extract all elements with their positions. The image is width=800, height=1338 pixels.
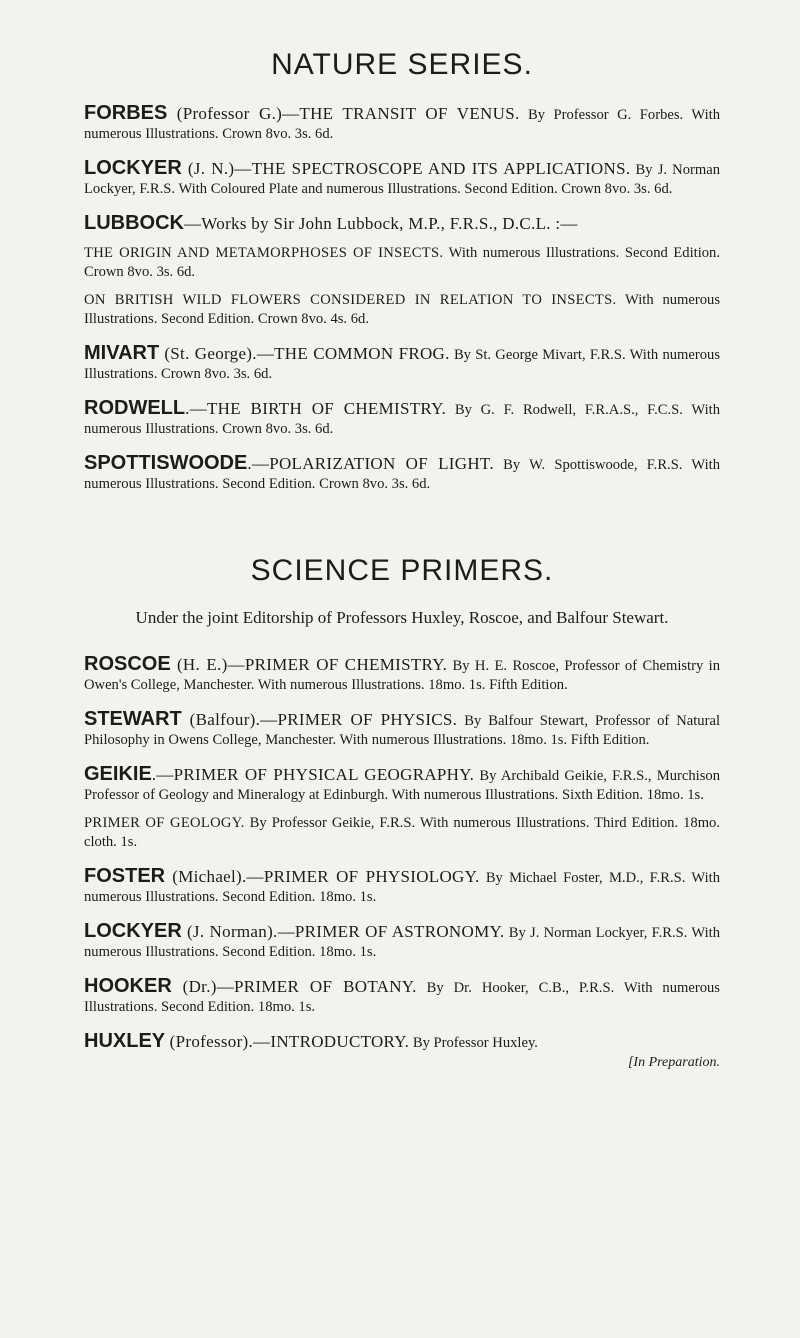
author-name: LOCKYER: [84, 157, 182, 179]
entry-spottiswoode: [84, 454, 720, 494]
book-details: With numerous Illustrations. Second Edition. Crown 8vo. 3s. 6d.: [84, 245, 720, 280]
author-name: GEIKIE: [84, 763, 152, 785]
author-name: FOSTER: [84, 865, 166, 887]
book-title: (St. George).—THE COMMON FROG.: [159, 344, 450, 363]
book-details: By Professor G. Forbes. With numerous Illustrations. Crown 8vo. 3s. 6d.: [84, 107, 721, 142]
book-title: (Professor).—INTRODUCTORY.: [165, 1032, 410, 1051]
editorship-note: Under the joint Editorship of Professors Huxley, Roscoe, and Balfour Stewart.: [135, 608, 669, 627]
book-details: By W. Spottiswoode, F.R.S. With numerous Illustrations. Second Edition. Crown 8vo. 3s. 6d.: [84, 457, 721, 492]
book-title: .—THE BIRTH OF CHEMISTRY.: [185, 399, 447, 418]
book-details: By H. E. Roscoe, Professor of Chemistry in Owen's College, Manchester. With numerous Illustrations. 18mo. 1s. Fifth Edition.: [84, 658, 720, 693]
book-title: .—POLARIZATION OF LIGHT.: [247, 454, 494, 473]
book-details: By Professor Huxley.: [409, 1035, 538, 1051]
entry-lockyer-astronomy: [84, 922, 720, 962]
science-primers-heading: SCIENCE PRIMERS.: [250, 554, 554, 587]
entry-forbes: [84, 104, 720, 144]
book-title: (J. Norman).—PRIMER OF ASTRONOMY.: [181, 922, 505, 941]
author-name: HOOKER: [84, 975, 172, 997]
book-details: By Archibald Geikie, F.R.S., Murchison Professor of Geology and Mineralogy at Edinburgh. With numerous Illustrations. Sixth Edition. 18mo. 1s.: [84, 768, 721, 803]
entry-lubbock-insects: [84, 244, 720, 282]
book-details: By J. Norman Lockyer, F.R.S. With numerous Illustrations. Second Edition. 18mo. 1s.: [84, 925, 720, 960]
entry-rodwell: [84, 399, 720, 439]
entry-geikie-geology: [84, 814, 720, 852]
entry-lubbock: [84, 214, 720, 235]
book-details: By St. George Mivart, F.R.S. With numerous Illustrations. Crown 8vo. 3s. 6d.: [84, 347, 720, 382]
author-name: STEWART: [84, 708, 182, 730]
entry-foster: [84, 867, 720, 907]
author-name: LOCKYER: [84, 920, 182, 942]
book-title: (H. E.)—PRIMER OF CHEMISTRY.: [170, 655, 448, 674]
author-name: FORBES: [84, 102, 168, 124]
author-name: MIVART: [84, 342, 160, 364]
author-name: LUBBOCK: [84, 212, 184, 234]
book-title: (Balfour).—PRIMER OF PHYSICS.: [181, 710, 458, 729]
book-title: THE ORIGIN AND METAMORPHOSES OF INSECTS.: [84, 245, 444, 261]
book-details: By Dr. Hooker, C.B., P.R.S. With numerous Illustrations. Second Edition. 18mo. 1s.: [84, 980, 720, 1015]
book-title: (J. N.)—THE SPECTROSCOPE AND ITS APPLICATIONS.: [181, 159, 631, 178]
nature-series-heading: NATURE SERIES.: [271, 48, 533, 81]
book-title: (Michael).—PRIMER OF PHYSIOLOGY.: [165, 867, 480, 886]
entry-huxley: [84, 1032, 720, 1072]
entry-geikie-geography: [84, 765, 720, 805]
book-details: By J. Norman Lockyer, F.R.S. With Coloured Plate and numerous Illustrations. Second Edition. Crown 8vo. 3s. 6d.: [84, 162, 720, 197]
book-title: PRIMER OF GEOLOGY.: [84, 815, 245, 831]
author-name: RODWELL: [84, 397, 186, 419]
book-title: (Dr.)—PRIMER OF BOTANY.: [171, 977, 417, 996]
book-title: (Professor G.)—THE TRANSIT OF VENUS.: [167, 104, 520, 123]
book-details: By Michael Foster, M.D., F.R.S. With numerous Illustrations. Second Edition. 18mo. 1s.: [84, 870, 720, 905]
entry-lubbock-flowers: [84, 291, 720, 329]
book-title: ON BRITISH WILD FLOWERS CONSIDERED IN RELATION TO INSECTS.: [84, 292, 617, 308]
author-name: ROSCOE: [84, 653, 171, 675]
author-name: SPOTTISWOODE: [84, 452, 248, 474]
entry-lockyer-spectroscope: [84, 159, 720, 199]
book-title: —Works by Sir John Lubbock, M.P., F.R.S., D.C.L. :—: [184, 214, 578, 233]
entry-mivart: [84, 344, 720, 384]
book-details: By G. F. Rodwell, F.R.A.S., F.C.S. With numerous Illustrations. Crown 8vo. 3s. 6d.: [84, 402, 721, 437]
book-details: With numerous Illustrations. Second Edition. Crown 8vo. 4s. 6d.: [84, 292, 721, 327]
entry-roscoe: [84, 655, 720, 695]
book-details: By Professor Geikie, F.R.S. With numerous Illustrations. Third Edition. 18mo. cloth. 1s.: [84, 815, 720, 850]
book-title: .—PRIMER OF PHYSICAL GEOGRAPHY.: [151, 765, 475, 784]
book-details: By Balfour Stewart, Professor of Natural Philosophy in Owens College, Manchester. With numerous Illustrations. 18mo. 1s. Fifth Edition.: [84, 713, 720, 748]
author-name: HUXLEY: [84, 1030, 166, 1052]
entry-stewart: [84, 710, 720, 750]
entry-hooker: [84, 977, 720, 1017]
in-preparation-note: [In Preparation.: [627, 1055, 720, 1070]
